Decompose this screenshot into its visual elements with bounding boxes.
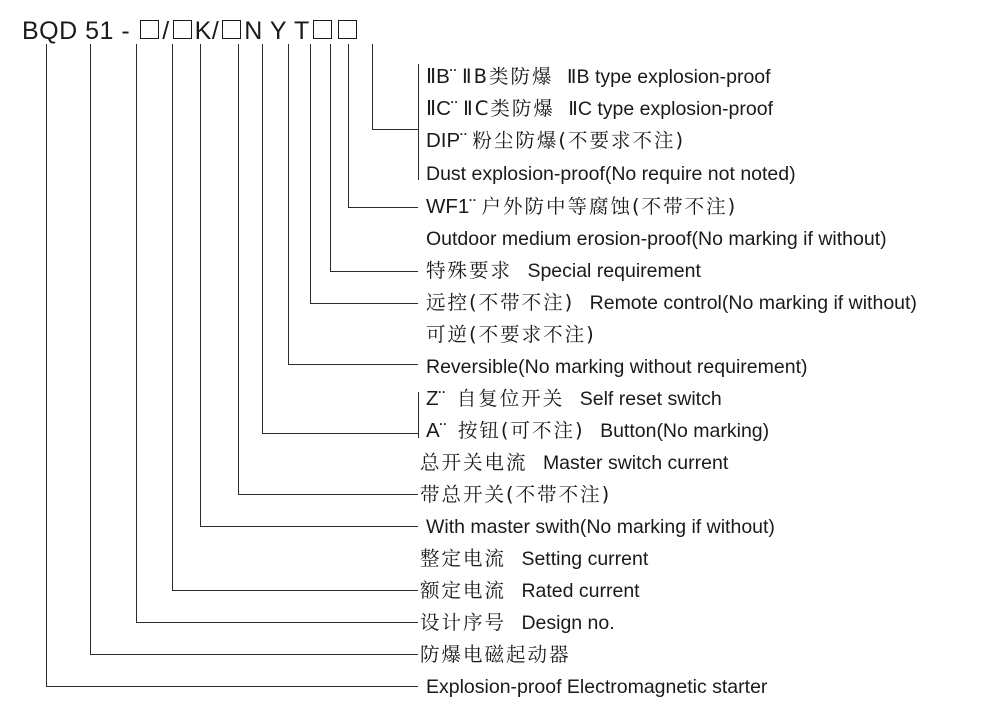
entry-product-en: Explosion-proof Electromagnetic starter <box>426 676 768 698</box>
leader-hline-with-master <box>200 526 418 527</box>
entry-special-cn: 特殊要求 <box>426 259 513 282</box>
entry-self-reset <box>426 388 722 410</box>
entry-iic-en: ⅡC type explosion-proof <box>568 98 773 120</box>
leader-bracket-explosion-group <box>418 64 419 180</box>
entry-remote-en: Remote control(No marking if without) <box>589 292 917 314</box>
entry-wf1-code: WF1¨ <box>426 195 477 218</box>
entry-design-no-en: Design no. <box>521 612 615 634</box>
entry-wf1-cn: 户外防中等腐蚀(不带不注) <box>481 195 738 218</box>
leader-hline-reversible <box>288 364 418 365</box>
leader-vline-with-master <box>200 44 201 527</box>
entry-rated-current-en: Rated current <box>521 580 640 602</box>
code-letter-t: T <box>294 16 310 45</box>
entry-wf1-en: Outdoor medium erosion-proof(No marking if without) <box>426 228 887 250</box>
code-letter-k: K <box>194 16 212 45</box>
entry-setting-current-en: Setting current <box>521 548 649 570</box>
entry-dip <box>426 130 685 152</box>
code-slash-1: / <box>162 16 170 45</box>
entry-self-reset-en: Self reset switch <box>579 388 722 410</box>
entry-dip-cn: 粉尘防爆(不要求不注) <box>472 129 686 152</box>
entry-special <box>426 260 701 282</box>
entry-design-no <box>420 612 615 634</box>
leader-hline-wf1 <box>348 207 418 208</box>
entry-reversible-en: Reversible(No marking without requirement) <box>426 356 808 378</box>
leader-vline-button <box>262 44 263 433</box>
entry-with-master-cn: 带总开关(不带不注) <box>420 483 612 506</box>
code-box-2[interactable] <box>173 20 192 39</box>
entry-product <box>420 644 571 666</box>
entry-master-current-cn: 总开关电流 <box>420 451 528 474</box>
leader-vline-setting-current <box>172 44 173 591</box>
entry-master-current-en: Master switch current <box>542 452 729 474</box>
entry-button <box>426 420 769 442</box>
code-letter-n: N <box>244 16 263 45</box>
entry-with-master <box>420 484 611 506</box>
entry-reversible-cn: 可逆(不要求不注) <box>426 323 596 346</box>
entry-special-en: Special requirement <box>527 260 701 282</box>
entry-button-code: A¨ <box>426 419 447 442</box>
leader-hline-setting-current <box>172 590 418 591</box>
code-box-1[interactable] <box>140 20 159 39</box>
leader-vline-wf1 <box>348 44 349 207</box>
entry-iic <box>426 98 773 120</box>
entry-iib-code: ⅡB¨ <box>426 65 457 88</box>
entry-self-reset-cn: 自复位开关 <box>456 387 565 410</box>
code-slash-2: / <box>211 16 220 45</box>
entry-iic-code: ⅡC¨ <box>426 97 458 120</box>
entry-dip-code: DIP¨ <box>426 129 467 152</box>
entry-setting-current <box>420 548 648 570</box>
leader-vline-rated-current <box>136 44 137 623</box>
entry-remote-cn: 远控(不带不注) <box>426 291 575 314</box>
entry-master-current <box>420 452 728 474</box>
code-box-5[interactable] <box>338 20 357 39</box>
code-letter-y: Y <box>269 16 288 45</box>
leader-vline-reversible <box>288 44 289 364</box>
leader-hline-button <box>262 433 418 434</box>
entry-with-master-en: With master swith(No marking if without) <box>426 516 775 538</box>
entry-dip-en: Dust explosion-proof(No require not noted) <box>426 163 796 185</box>
leader-bracket-switch-group <box>418 392 419 438</box>
leader-vline-dip <box>372 44 373 130</box>
entry-rated-current <box>420 580 640 602</box>
leader-vline-product <box>46 44 47 687</box>
leader-hline-remote <box>310 303 418 304</box>
entry-design-no-cn: 设计序号 <box>420 611 507 634</box>
entry-product-cn: 防爆电磁起动器 <box>420 643 571 666</box>
leader-vline-remote <box>310 44 311 303</box>
entry-rated-current-cn: 额定电流 <box>420 579 507 602</box>
entry-reversible <box>426 324 596 346</box>
leader-vline-design-no <box>90 44 91 655</box>
leader-hline-special <box>330 271 418 272</box>
leader-hline-product <box>46 686 418 687</box>
leader-hline-design-no <box>90 654 418 655</box>
entry-setting-current-cn: 整定电流 <box>420 547 507 570</box>
code-box-3[interactable] <box>222 20 241 39</box>
leader-vline-special <box>330 44 331 271</box>
code-box-4[interactable] <box>313 20 332 39</box>
entry-iib-en: ⅡB type explosion-proof <box>566 66 771 88</box>
entry-button-cn: 按钮(可不注) <box>457 419 585 442</box>
entry-iib-cn: ⅡB类防爆 <box>462 65 554 88</box>
entry-remote <box>426 292 917 314</box>
entry-iic-cn: ⅡC类防爆 <box>463 97 555 120</box>
leader-vline-master-current <box>238 44 239 495</box>
entry-button-en: Button(No marking) <box>600 420 770 442</box>
leader-hline-rated-current <box>136 622 418 623</box>
entry-wf1 <box>426 196 737 218</box>
model-code-prefix: BQD 51 - <box>22 16 131 45</box>
model-code-line <box>22 14 360 48</box>
leader-hline-dip <box>372 129 418 130</box>
entry-iib <box>426 66 771 88</box>
entry-self-reset-code: Z¨ <box>426 387 446 410</box>
leader-hline-master-current <box>238 494 418 495</box>
